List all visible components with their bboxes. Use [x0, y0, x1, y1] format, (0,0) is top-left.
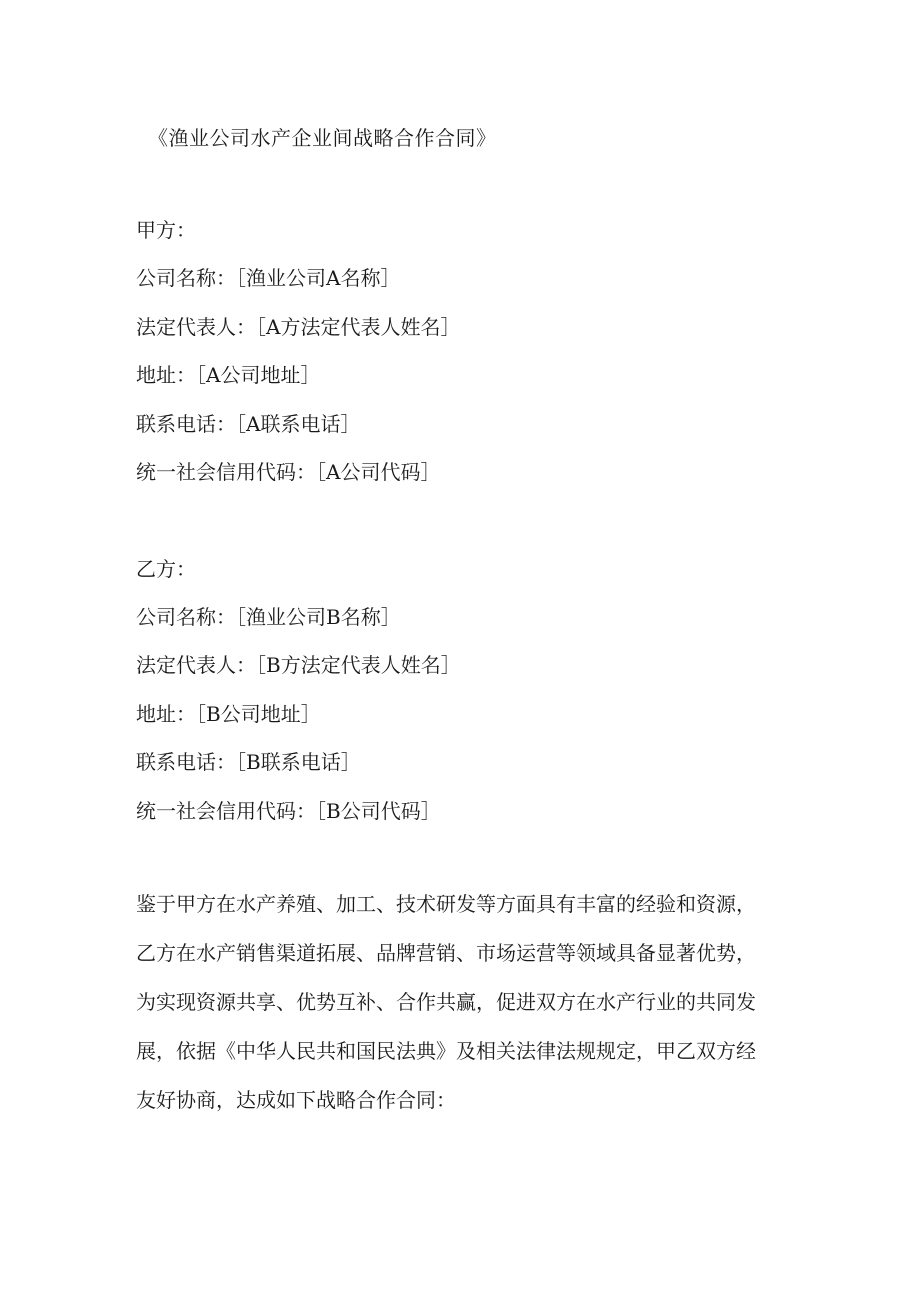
party-b-legal-rep: 法定代表人：［B方法定代表人姓名］ — [136, 653, 461, 677]
document-title: 《渔业公司水产企业间战略合作合同》 — [148, 126, 497, 150]
party-b-credit-code: 统一社会信用代码：［B公司代码］ — [136, 799, 441, 823]
party-a-address: 地址：［A公司地址］ — [136, 363, 321, 387]
preamble-line: 鉴于甲方在水产养殖、加工、技术研发等方面具有丰富的经验和资源， — [136, 892, 756, 916]
preamble-line: 展，依据《中华人民共和国民法典》及相关法律法规规定，甲乙双方经 — [136, 1039, 756, 1063]
preamble-line: 为实现资源共享、优势互补、合作共赢，促进双方在水产行业的共同发 — [136, 990, 756, 1014]
party-b-heading: 乙方： — [136, 557, 196, 581]
preamble-paragraph — [136, 880, 776, 1125]
party-a-legal-rep: 法定代表人：［A方法定代表人姓名］ — [136, 315, 461, 339]
party-a-company-name: 公司名称：［渔业公司A名称］ — [136, 266, 401, 290]
party-a-phone: 联系电话：［A联系电话］ — [136, 412, 361, 436]
preamble-line: 乙方在水产销售渠道拓展、品牌营销、市场运营等领域具备显著优势， — [136, 941, 756, 965]
party-b-company-name: 公司名称：［渔业公司B名称］ — [136, 605, 401, 629]
preamble-line: 友好协商，达成如下战略合作合同： — [136, 1088, 456, 1112]
party-a-heading: 甲方： — [136, 218, 196, 242]
party-a-credit-code: 统一社会信用代码：［A公司代码］ — [136, 460, 441, 484]
party-b-phone: 联系电话：［B联系电话］ — [136, 750, 361, 774]
party-b-address: 地址：［B公司地址］ — [136, 702, 321, 726]
